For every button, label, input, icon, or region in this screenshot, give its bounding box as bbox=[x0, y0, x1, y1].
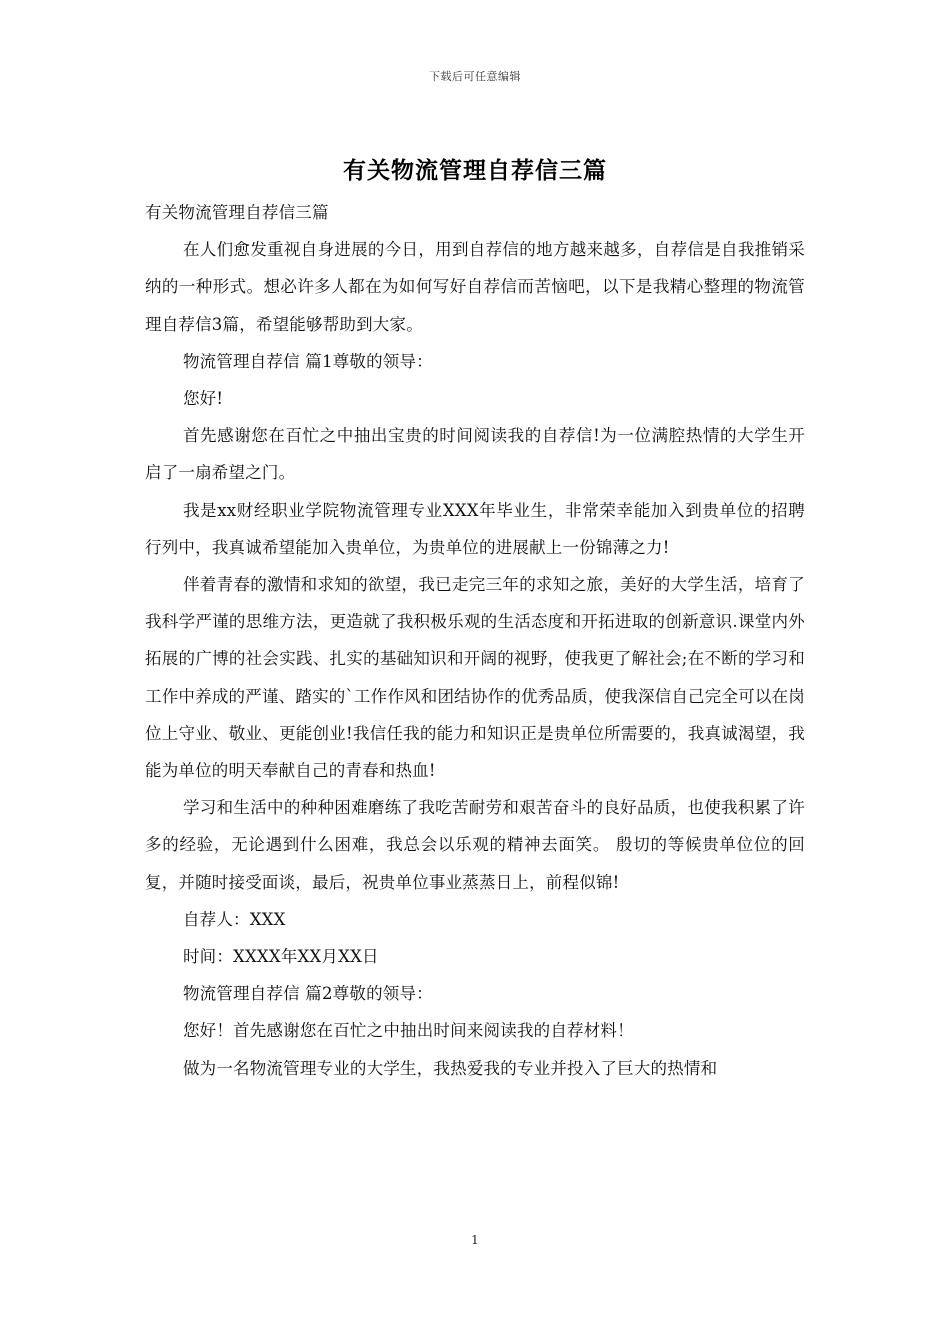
intro-paragraph: 在人们愈发重视自身进展的今日，用到自荐信的地方越来越多，自荐信是自我推销采纳的一种形式。想必许多人都在为如何写好自荐信而苦恼吧，以下是我精心整理的物流管理自荐信3篇，希望能够帮助到大家。 bbox=[145, 240, 805, 334]
letter2-heading: 物流管理自荐信 篇2尊敬的领导： bbox=[182, 984, 433, 1004]
document-body bbox=[145, 194, 805, 1087]
letter2-greeting: 您好！首先感谢您在百忙之中抽出时间来阅读我的自荐材料！ bbox=[182, 1021, 634, 1041]
letter1-greeting: 您好! bbox=[182, 389, 224, 409]
letter1-heading: 物流管理自荐信 篇1尊敬的领导： bbox=[182, 351, 433, 371]
header-note: 下载后可任意编辑 bbox=[429, 70, 521, 83]
letter2-paragraph: 做为一名物流管理专业的大学生，我热爱我的专业并投入了巨大的热情和 bbox=[182, 1058, 718, 1078]
page-number: 1 bbox=[471, 1233, 479, 1247]
subtitle-paragraph: 有关物流管理自荐信三篇 bbox=[145, 203, 329, 222]
letter1-paragraph: 我是xx财经职业学院物流管理专业XXX年毕业生，非常荣幸能加入到贵单位的招聘行列中，我真诚希望能加入贵单位，为贵单位的进展献上一份锦薄之力! bbox=[145, 500, 805, 557]
document-title: 有关物流管理自荐信三篇 bbox=[343, 157, 607, 184]
letter1-paragraph: 首先感谢您在百忙之中抽出宝贵的时间阅读我的自荐信!为一位满腔热情的大学生开启了一扇希望之门。 bbox=[145, 426, 805, 483]
letter1-paragraph: 学习和生活中的种种困难磨练了我吃苦耐劳和艰苦奋斗的良好品质，也使我积累了许多的经验，无论遇到什么困难，我总会以乐观的精神去面笑。 殷切的等候贵单位位的回复，并随时接受面谈，最后，祝贵单位事业蒸蒸日上，前程似锦! bbox=[145, 798, 805, 892]
letter1-date: 时间：XXXX年XX月XX日 bbox=[182, 947, 379, 967]
letter1-paragraph: 伴着青春的激情和求知的欲望，我已走完三年的求知之旅，美好的大学生活，培育了我科学严谨的思维方法，更造就了我积极乐观的生活态度和开拓进取的创新意识.课堂内外拓展的广博的社会实践、扎实的基础知识和开阔的视野，使我更了解社会;在不断的学习和工作中养成的严谨、踏实的`工作作风和团结协作的优秀品质，使我深信自己完全可以在岗位上守业、敬业、更能创业!我信任我的能力和知识正是贵单位所需要的，我真诚渴望，我能为单位的明天奉献自己的青春和热血! bbox=[145, 575, 805, 781]
letter1-signature: 自荐人：XXX bbox=[182, 909, 286, 929]
